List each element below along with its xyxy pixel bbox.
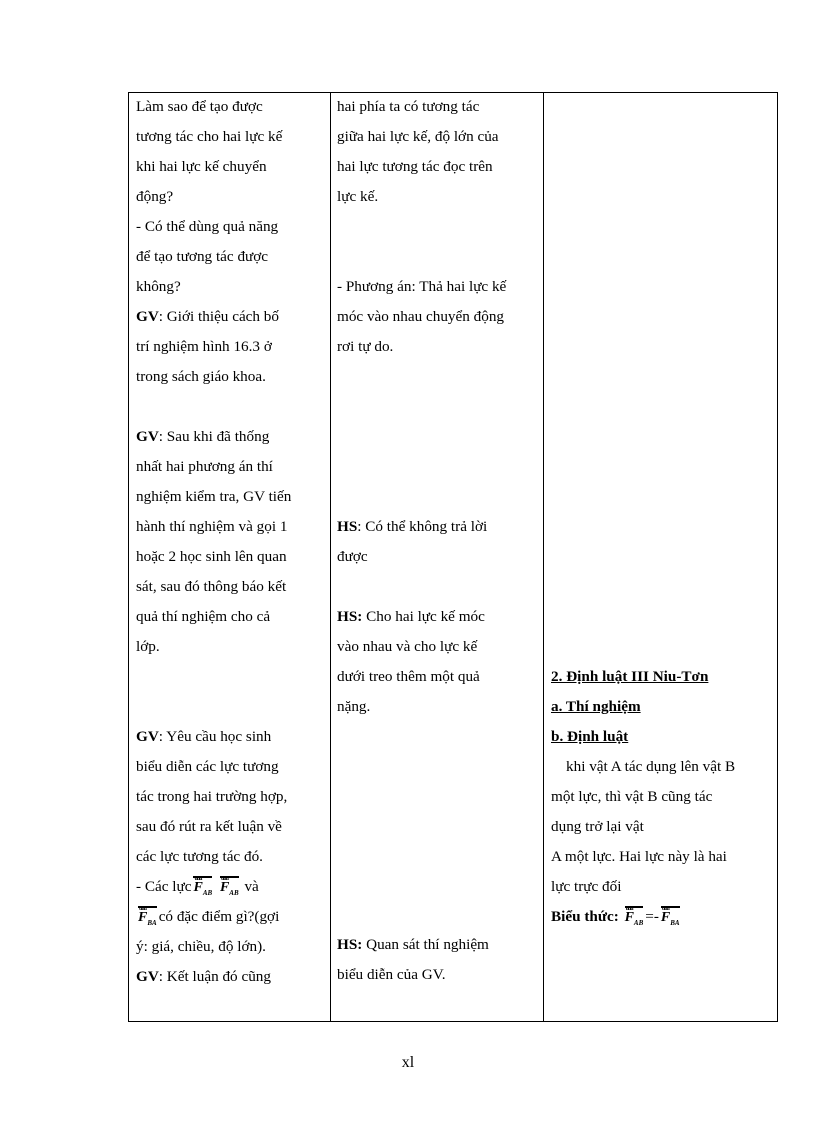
role-label: HS <box>337 518 358 535</box>
text-line: lực kế. <box>337 188 379 205</box>
vector-f-ab <box>192 878 213 903</box>
vector-subscript: AB <box>229 888 239 897</box>
text-line <box>136 967 336 987</box>
text-line: - Phương án: Thả hai lực kế <box>337 278 507 295</box>
text-line: A một lực. Hai lực này là hai <box>551 848 727 865</box>
text-line: dưới treo thêm một quả <box>337 668 480 685</box>
vector-subscript: BA <box>147 918 157 927</box>
text-line: tác trong hai trường hợp, <box>136 788 288 805</box>
subsection-heading: a. Thí nghiệm <box>551 698 641 715</box>
vector-symbol: F <box>219 880 230 895</box>
text-line: không? <box>136 278 181 295</box>
text-line: dụng trở lại vật <box>551 818 644 835</box>
text-line: Làm sao để tạo được <box>136 98 263 115</box>
text-line: tương tác cho hai lực kế <box>136 128 283 145</box>
text-span: : Kết luận đó cũng <box>158 968 271 985</box>
text-span: : Yêu cầu học sinh <box>158 728 272 745</box>
teacher-activity-column <box>136 93 326 1021</box>
text-line: nặng. <box>337 698 371 715</box>
text-line <box>136 307 336 327</box>
text-line: sau đó rút ra kết luận về <box>136 818 282 835</box>
text-line <box>136 727 336 747</box>
text-line: lực trực đối <box>551 878 622 895</box>
vector-subscript: AB <box>202 888 213 897</box>
text-line: móc vào nhau chuyển động <box>337 308 505 325</box>
text-line <box>136 427 336 447</box>
text-line: biểu diễn các lực tương <box>136 758 279 775</box>
text-span: - Các lực <box>136 878 192 895</box>
page-number: xl <box>401 1054 415 1071</box>
text-span: và <box>244 878 259 895</box>
formula-label: Biểu thức: <box>551 908 619 925</box>
vector-symbol: F <box>193 880 203 895</box>
text-line: trong sách giáo khoa. <box>136 368 266 385</box>
role-label: HS: <box>337 936 363 953</box>
text-line: vào nhau và cho lực kế <box>337 638 478 655</box>
text-line <box>337 935 547 955</box>
text-line: các lực tương tác đó. <box>136 848 263 865</box>
text-line: khi hai lực kế chuyển <box>136 158 267 175</box>
vector-f-ab <box>624 908 645 933</box>
text-span: Cho hai lực kế móc <box>362 608 485 625</box>
text-line: nghiệm kiểm tra, GV tiến <box>136 488 292 505</box>
text-line: nhất hai phương án thí <box>136 458 273 475</box>
text-line: hành thí nghiệm và gọi 1 <box>136 518 288 535</box>
text-line: trí nghiệm hình 16.3 ở <box>136 338 272 355</box>
text-line: lớp. <box>136 638 160 655</box>
text-line: hai phía ta có tương tác <box>337 98 480 115</box>
subsection-heading: b. Định luật <box>551 728 629 745</box>
text-line <box>337 517 547 537</box>
role-label: GV <box>136 968 159 985</box>
vector-f-ba <box>137 908 158 933</box>
vector-subscript: AB <box>633 918 644 927</box>
text-line: sát, sau đó thông báo kết <box>136 578 287 595</box>
content-column <box>551 93 773 1021</box>
text-span: Quan sát thí nghiệm <box>362 936 489 953</box>
role-label: GV <box>136 728 159 745</box>
role-label: GV <box>136 308 159 325</box>
text-line: hai lực tương tác đọc trên <box>337 158 493 175</box>
vector-symbol: F <box>660 910 671 925</box>
vector-f-ab <box>219 878 240 903</box>
text-line: khi vật A tác dụng lên vật B <box>566 758 736 775</box>
text-span: : Sau khi đã thống <box>158 428 270 445</box>
role-label: HS: <box>337 608 363 625</box>
text-line: được <box>337 548 368 565</box>
student-activity-column <box>337 93 537 1021</box>
text-line: để tạo tương tác được <box>136 248 269 265</box>
vector-f-ba <box>660 908 681 933</box>
text-line: giữa hai lực kế, độ lớn của <box>337 128 499 145</box>
text-line <box>337 607 547 627</box>
text-line: rơi tự do. <box>337 338 394 355</box>
text-line <box>136 877 336 897</box>
text-line: ý: giá, chiều, độ lớn). <box>136 938 266 955</box>
vector-symbol: F <box>138 910 148 925</box>
text-line <box>136 907 336 927</box>
role-label: GV <box>136 428 159 445</box>
equals-minus: =- <box>645 908 659 925</box>
vector-symbol: F <box>624 910 634 925</box>
lesson-table <box>128 92 778 1022</box>
formula-line <box>551 907 783 927</box>
text-line: hoặc 2 học sinh lên quan <box>136 548 287 565</box>
section-heading: 2. Định luật III Niu-Tơn <box>551 668 709 685</box>
text-line: biểu diễn của GV. <box>337 966 446 983</box>
text-line: động? <box>136 188 174 205</box>
vector-subscript: BA <box>670 918 680 927</box>
text-span: : Giới thiệu cách bố <box>158 308 279 325</box>
text-span: có đặc điểm gì?(gợi <box>158 908 280 925</box>
text-line: một lực, thì vật B cũng tác <box>551 788 713 805</box>
text-line: quả thí nghiệm cho cả <box>136 608 271 625</box>
text-span: : Có thể không trả lời <box>357 518 488 535</box>
text-line: - Có thể dùng quả năng <box>136 218 279 235</box>
